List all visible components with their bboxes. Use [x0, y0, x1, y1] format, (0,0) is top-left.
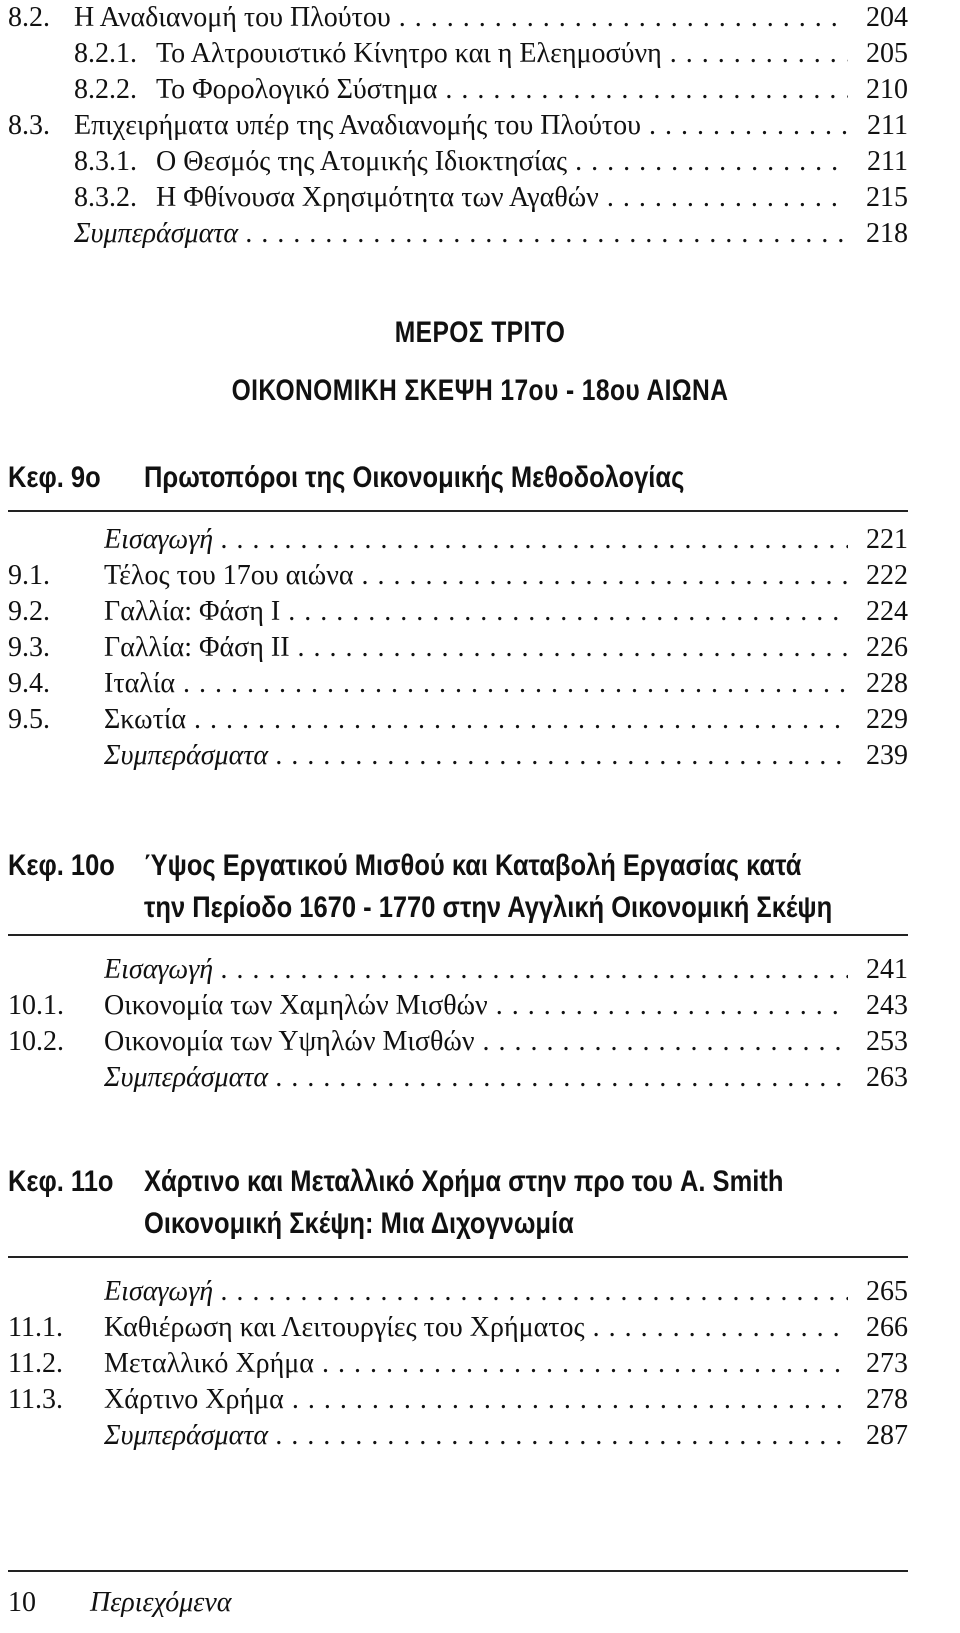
toc-entry	[8, 1274, 908, 1310]
toc-entry	[8, 72, 908, 108]
entry-title: Εισαγωγή . . .	[104, 952, 848, 988]
toc-entry	[8, 36, 908, 72]
entry-number: 9.5.	[8, 704, 50, 735]
entry-page: 204	[860, 0, 908, 36]
entry-title: Συμπεράσματα . . .	[104, 1060, 848, 1096]
entry-number: 8.3.	[8, 110, 50, 141]
entry-page: 266	[860, 1310, 908, 1346]
toc-entry	[8, 630, 908, 666]
entry-title: Γαλλία: Φάση ΙΙ . . .	[104, 630, 848, 666]
entry-number: 8.2.1.	[74, 38, 137, 69]
entry-page: 221	[860, 522, 908, 558]
toc-entry	[8, 558, 908, 594]
chapter-title-line1: Ύψος Εργατικού Μισθού και Καταβολή Εργασίας κατά	[144, 849, 802, 882]
entry-number: 8.3.1.	[74, 146, 137, 177]
entry-number: 9.2.	[8, 596, 50, 627]
toc-entry	[8, 952, 908, 988]
entry-title: Μεταλλικό Χρήμα . . .	[104, 1346, 848, 1382]
entry-page: 205	[860, 36, 908, 72]
toc-entry	[8, 1024, 908, 1060]
toc-entry	[8, 738, 908, 774]
entry-page: 210	[860, 72, 908, 108]
toc-entry	[8, 1382, 908, 1418]
entry-number: 11.2.	[8, 1348, 63, 1379]
entry-page: 241	[860, 952, 908, 988]
entry-title: Χάρτινο Χρήμα . . .	[104, 1382, 848, 1418]
entry-title: Η Αναδιανομή του Πλούτου . . .	[74, 0, 848, 36]
entry-title: Συμπεράσματα . . .	[104, 738, 848, 774]
toc-entry	[8, 0, 908, 36]
page-number: 10	[8, 1587, 36, 1618]
toc-entry	[8, 594, 908, 630]
chapter-title-line2: Οικονομική Σκέψη: Μια Διχογνωμία	[144, 1207, 574, 1240]
entry-page: 243	[860, 988, 908, 1024]
toc-entry	[8, 522, 908, 558]
toc-entry	[8, 1346, 908, 1382]
entry-number: 9.4.	[8, 668, 50, 699]
chapter-label: Κεφ. 9ο	[8, 461, 101, 494]
entry-number: 8.3.2.	[74, 182, 137, 213]
entry-title: Το Αλτρουιστικό Κίνητρο και η Ελεημοσύνη . . .	[156, 36, 848, 72]
chapter-label: Κεφ. 10ο	[8, 849, 115, 882]
entry-title: Συμπεράσματα . . .	[74, 216, 848, 252]
toc-entry	[8, 180, 908, 216]
toc-entry	[8, 108, 908, 144]
entry-page: 211	[861, 108, 908, 144]
entry-number: 8.2.	[8, 2, 50, 33]
toc-entry	[8, 1060, 908, 1096]
entry-page: 278	[860, 1382, 908, 1418]
entry-number: 10.2.	[8, 1026, 64, 1057]
entry-title: Η Φθίνουσα Χρησιμότητα των Αγαθών . . .	[156, 180, 848, 216]
entry-title: Επιχειρήματα υπέρ της Αναδιανομής του Πλούτου . . .	[74, 108, 848, 144]
chapter-divider	[8, 510, 908, 512]
entry-number: 9.3.	[8, 632, 50, 663]
toc-entry	[8, 144, 908, 180]
entry-page: 229	[860, 702, 908, 738]
entry-title: Το Φορολογικό Σύστημα . . .	[156, 72, 848, 108]
chapter-title-line1: Χάρτινο και Μεταλλικό Χρήμα στην προ του A. Smith	[144, 1165, 784, 1198]
entry-title: Εισαγωγή . . .	[104, 1274, 848, 1310]
toc-entry	[8, 702, 908, 738]
entry-title: Οικονομία των Υψηλών Μισθών . . .	[104, 1024, 848, 1060]
chapter-title-line2: την Περίοδο 1670 - 1770 στην Αγγλική Οικονομική Σκέψη	[144, 891, 833, 924]
entry-page: 273	[860, 1346, 908, 1382]
toc-entry	[8, 216, 908, 252]
chapter-title: Πρωτοπόροι της Οικονομικής Μεθοδολογίας	[144, 461, 685, 494]
entry-number: 10.1.	[8, 990, 64, 1021]
entry-page: 265	[860, 1274, 908, 1310]
entry-number: 11.3.	[8, 1384, 63, 1415]
entry-title: Οικονομία των Χαμηλών Μισθών . . .	[104, 988, 848, 1024]
entry-page: 211	[861, 144, 908, 180]
entry-number: 11.1.	[8, 1312, 63, 1343]
entry-title: Εισαγωγή . . .	[104, 522, 848, 558]
entry-page: 218	[860, 216, 908, 252]
entry-page: 239	[860, 738, 908, 774]
entry-page: 228	[860, 666, 908, 702]
toc-entry	[8, 1418, 908, 1454]
toc-entry	[8, 666, 908, 702]
entry-page: 287	[860, 1418, 908, 1454]
entry-title: Καθιέρωση και Λειτουργίες του Χρήματος . . .	[104, 1310, 848, 1346]
entry-page: 215	[860, 180, 908, 216]
chapter-divider	[8, 934, 908, 936]
entry-number: 9.1.	[8, 560, 50, 591]
entry-page: 226	[860, 630, 908, 666]
toc-entry	[8, 988, 908, 1024]
entry-page: 253	[860, 1024, 908, 1060]
footer-divider	[8, 1570, 908, 1572]
entry-page: 263	[860, 1060, 908, 1096]
toc-entry	[8, 1310, 908, 1346]
part-title: ΜΕΡΟΣ ΤΡΙΤΟ	[394, 316, 566, 349]
entry-title: Σκωτία . . .	[104, 702, 848, 738]
entry-title: Ιταλία . . .	[104, 666, 848, 702]
running-title: Περιεχόμενα	[90, 1587, 232, 1618]
entry-page: 224	[860, 594, 908, 630]
entry-page: 222	[860, 558, 908, 594]
part-subtitle: ΟΙΚΟΝΟΜΙΚΗ ΣΚΕΨΗ 17ου - 18ου ΑΙΩΝΑ	[231, 374, 729, 407]
entry-title: Γαλλία: Φάση Ι . . .	[104, 594, 848, 630]
entry-title: Ο Θεσμός της Ατομικής Ιδιοκτησίας . . .	[156, 144, 848, 180]
entry-title: Συμπεράσματα . . .	[104, 1418, 848, 1454]
entry-number: 8.2.2.	[74, 74, 137, 105]
entry-title: Τέλος του 17ου αιώνα . . .	[104, 558, 848, 594]
chapter-divider	[8, 1256, 908, 1258]
chapter-label: Κεφ. 11ο	[8, 1165, 114, 1198]
